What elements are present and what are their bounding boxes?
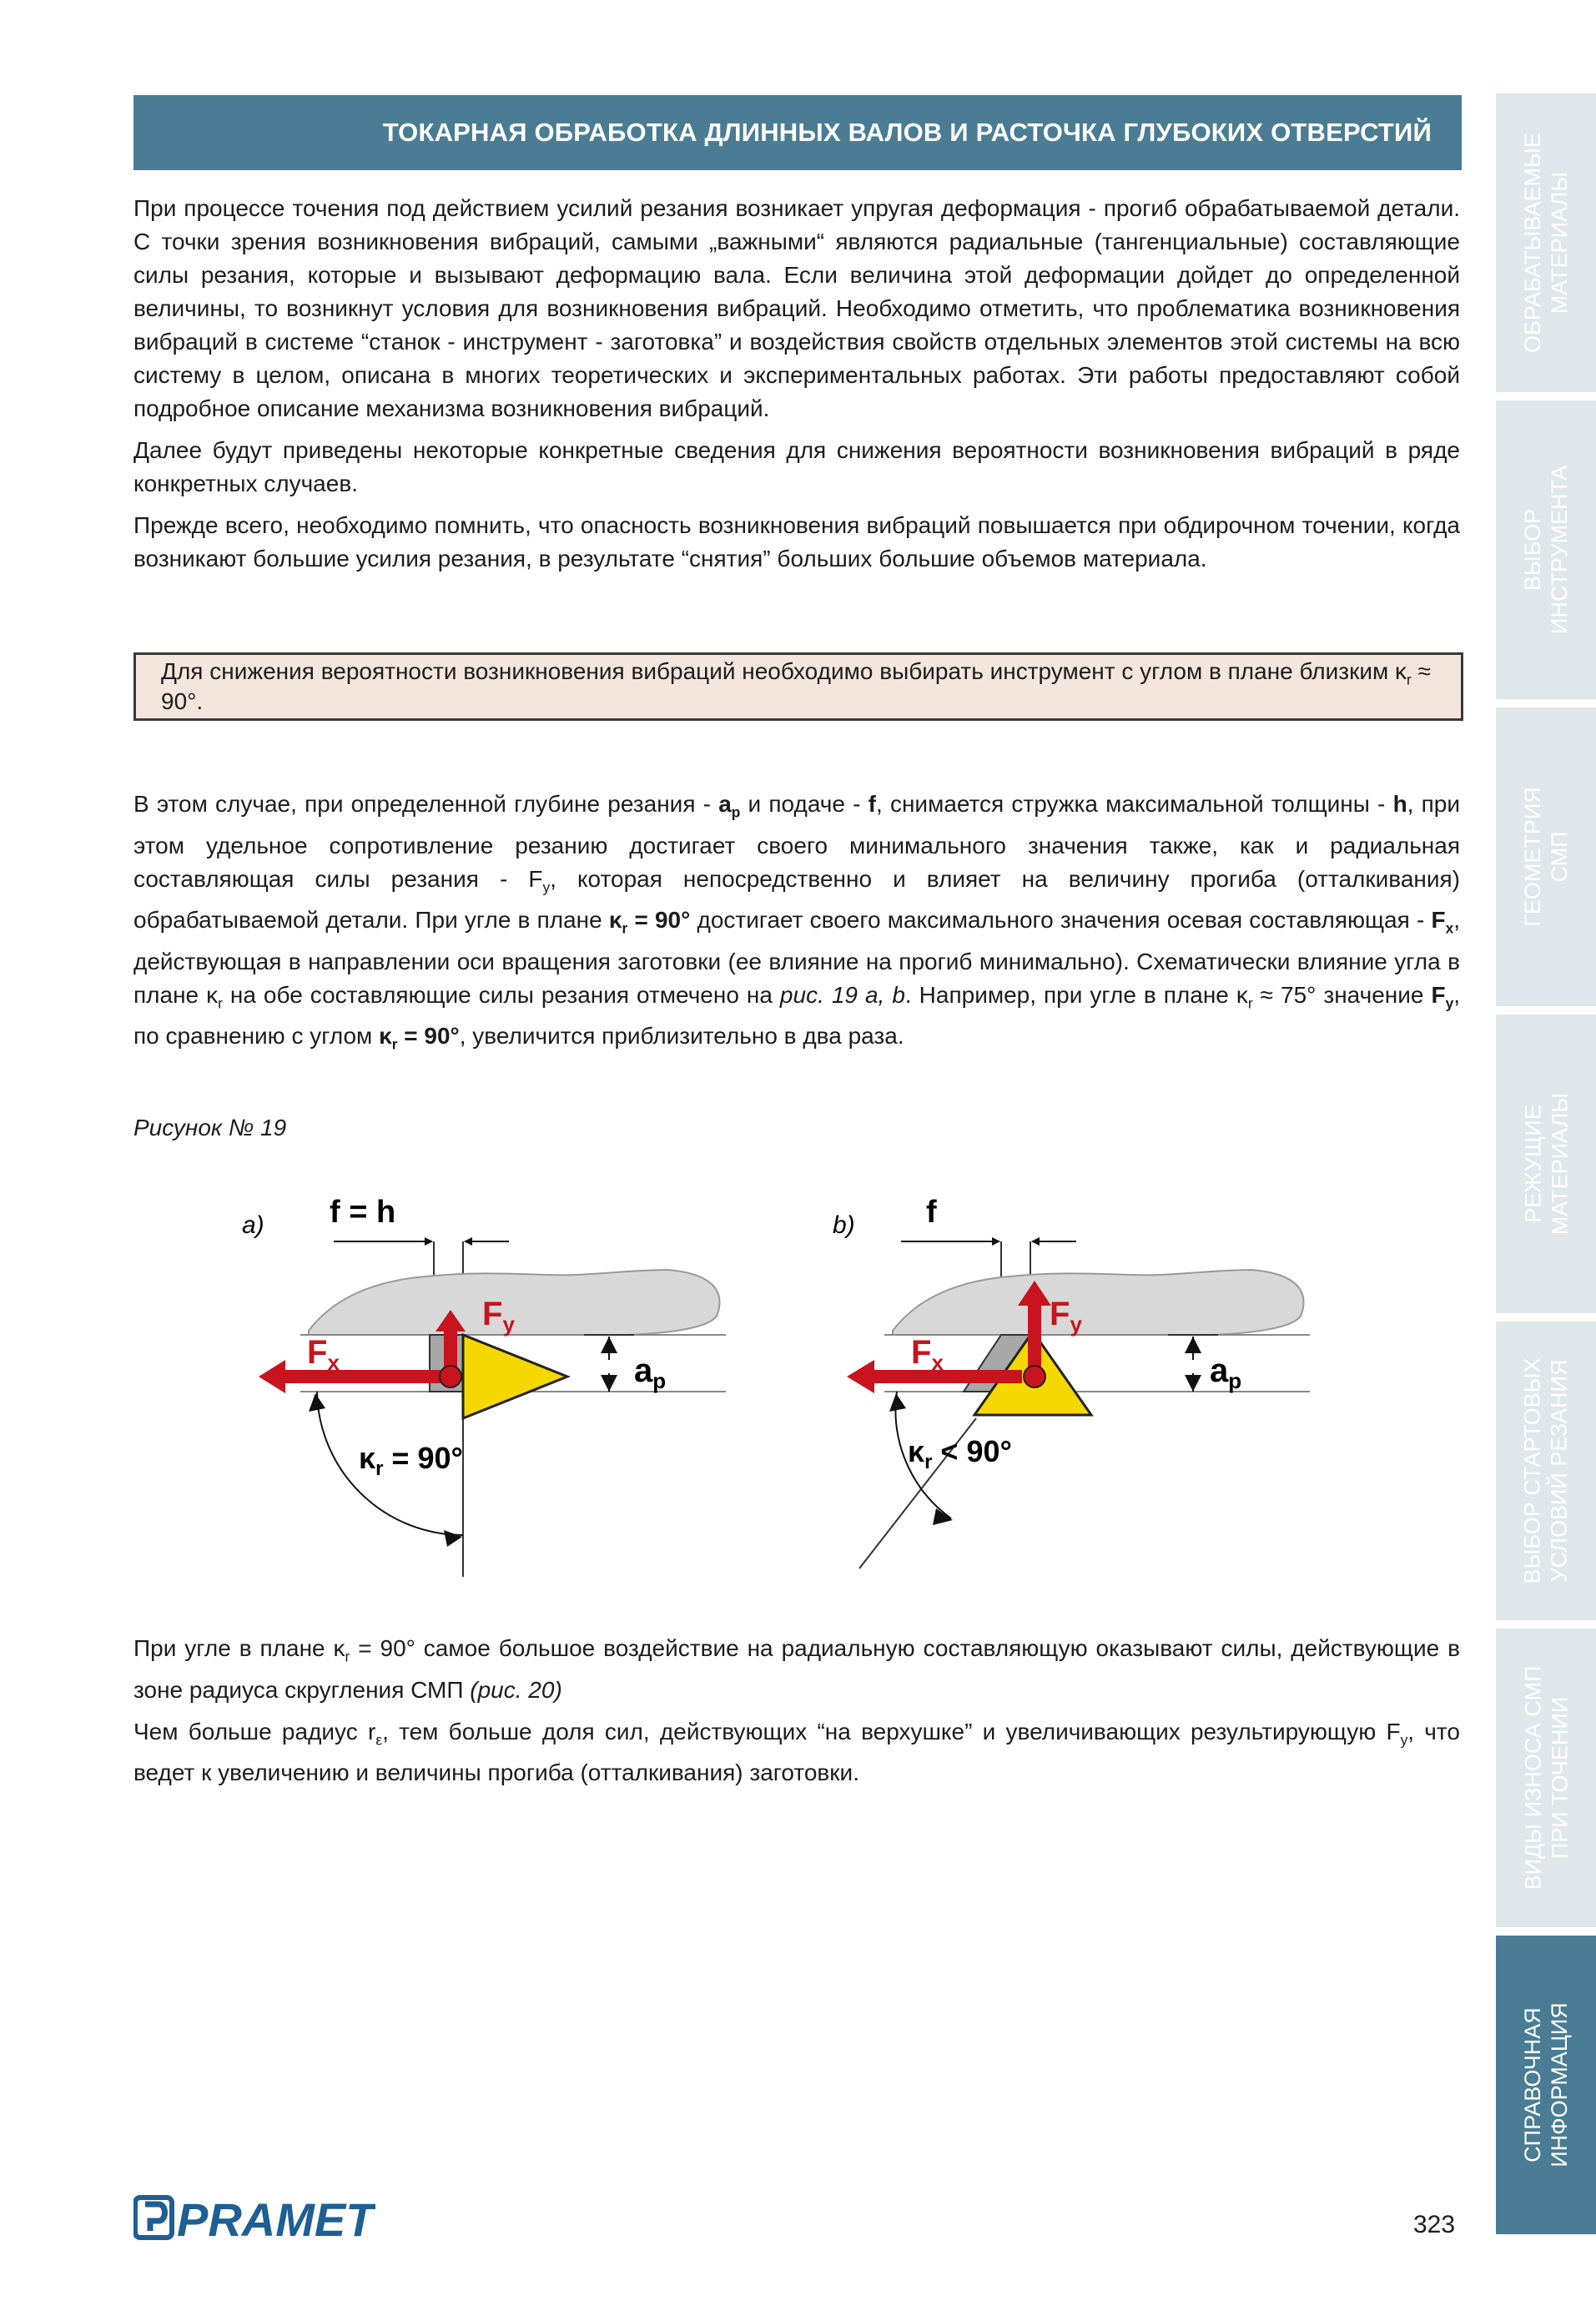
intro-paragraph-2: Далее будут приведены некоторые конкретные сведения для снижения вероятности возникновения вибраций в ряде конкретных случаев. [133,437,1460,496]
figure-caption: Рисунок № 19 [133,1115,287,1140]
figure-a-label: a) [242,1211,264,1239]
figure-a-feed-label: f = h [330,1195,396,1230]
figure-b-label: b) [833,1211,855,1239]
force-fy-label-b: $F_y$ [1050,1296,1082,1337]
depth-label-a: $a_p$ [634,1352,667,1393]
figure-a [242,1195,726,1577]
intro-paragraph-1: При процессе точения под действием усилий резания возникает упругая деформация - прогиб обрабатываемой детали. С точки зрения возникновения вибраций, самыми „важными“ являются радиальные (тангенциальные) составляющие силы резания, которые и вызывают деформацию вала. Если величина этой деформации дойдет до определенной величины, то возникнут условия для возникновения вибраций. Необходимо отметить, что проблематика возникновения вибраций в системе “станок - инструмент - заготовка” и воздействия свойств отдельных элементов этой системы на всю систему в целом, описана в многих теоретических и экспериментальных работах. Эти работы предоставляют собой подробное описание механизма возникновения вибраций. [133,195,1460,421]
page-number: 323 [1413,2211,1456,2238]
force-fx-label-a: $F_x$ [307,1334,340,1375]
angle-label-b: $\kappa_r < 90^\circ$ [908,1434,1012,1473]
intro-text [133,192,1460,584]
tab-cutting-materials[interactable]: РЕЖУЩИЕ МАТЕРИАЛЫ [1496,1015,1596,1313]
figure-b [833,1195,1310,1568]
force-fy-label-a: $F_y$ [482,1296,515,1337]
tab-tool-selection[interactable]: ВЫБОР ИНСТРУМЕНТА [1496,400,1596,699]
logo-text: PRAMET [177,2193,375,2243]
callout-text: Для снижения вероятности возникновения вибраций необходимо выбирать инструмент с углом в плане близким $\kappa_r \approx 90^\circ$. [161,657,1431,715]
force-fx-label-b: $F_x$ [911,1334,944,1375]
angle-label-a: $\kappa_r = 90^\circ$ [359,1441,463,1480]
callout-box [133,652,1463,721]
intro-paragraph-3: Прежде всего, необходимо помнить, что опасность возникновения вибраций повышается при обдирочном точении, когда возникают большие усилия резания, в результате “снятия” больших большие объемов материала. [133,512,1460,571]
tab-materials[interactable]: ОБРАБАТЫВАЕМЫЕ МАТЕРИАЛЫ [1496,93,1596,392]
tab-wear-types[interactable]: ВИДЫ ИЗНОСА СМП ПРИ ТОЧЕНИИ [1496,1629,1596,1927]
tab-starting-conditions[interactable]: ВЫБОР СТАРТОВЫХ УСЛОВИЙ РЕЗАНИЯ [1496,1322,1596,1620]
body-paragraph-angle: В этом случае, при определенной глубине резания - $a_p$ и подаче - f, снимается стружка максимальной толщины - h, при этом удельное сопротивление резанию достигает своего минимального значения также, как и радиальная составляющая силы резания - $F_y$, которая непосредственно и влияет на величину прогиба (отталкивания) обрабатываемой детали. При угле в плане $\kappa_r = 90^\circ$ достигает своего максимального значения осевая составляющая - $F_x$, действующая в направлении оси вращения заготовки (ее влияние на прогиб минимально). Схематически влияние угла в плане $\kappa_r$ на обе составляющие силы резания отмечено на рис. 19 a, b. Например, при угле в плане $\kappa_r \approx 75^\circ$ значение $F_y$, по сравнению с углом $\kappa_r = 90^\circ$, увеличится приблизительно в два раза. [133,791,1461,1053]
page-header [133,95,1462,170]
insert-a [463,1335,567,1418]
pramet-logo [133,2193,375,2247]
depth-label-b: $a_p$ [1210,1352,1242,1393]
figure-19-diagram [225,1176,1310,1594]
page-title: ТОКАРНАЯ ОБРАБОТКА ДЛИННЫХ ВАЛОВ И РАСТОЧКА ГЛУБОКИХ ОТВЕРСТИЙ [382,118,1432,147]
tab-insert-geometry[interactable]: ГЕОМЕТРИЯ СМП [1496,707,1596,1006]
body-paragraph-radius: При угле в плане $\kappa_r = 90^\circ$ самое большое воздействие на радиальную составляющую оказывают силы, действующие в зоне радиуса скругления СМП (рис. 20) Чем больше радиус $r_\varepsilon$, тем больше доля сил, действующих “на верхушке” и увеличивающих результирующую $F_y$, что ведет к увеличению и величины прогиба (отталкивания) заготовки. [133,1635,1460,1786]
figure-b-feed-label: f [926,1195,937,1230]
tab-reference-info[interactable]: СПРАВОЧНАЯ ИНФОРМАЦИЯ [1496,1936,1596,2234]
